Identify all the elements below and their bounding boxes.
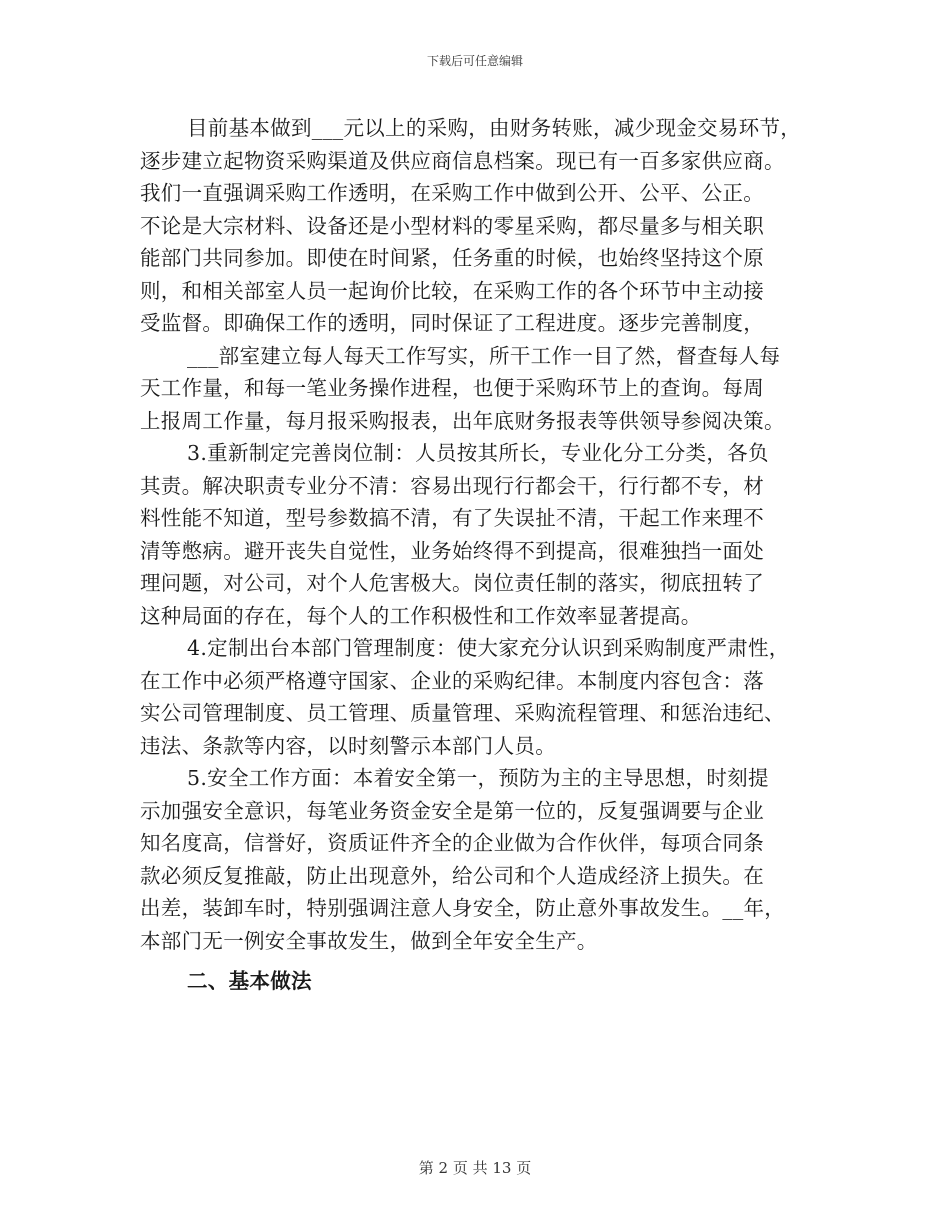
- paragraph-line: 则，和相关部室人员一起询价比较，在采购工作的各个环节中主动接: [140, 278, 764, 303]
- paragraph-line: 其责。解决职责专业分不清：容易出现行行都会干，行行都不专，材: [140, 473, 764, 498]
- paragraph-line: 上报周工作量，每月报采购报表，出年底财务报表等供领导参阅决策。: [140, 408, 785, 433]
- paragraph-line: 款必须反复推敲，防止出现意外，给公司和个人造成经济上损失。在: [140, 863, 764, 888]
- paragraph-line: 目前基本做到___元以上的采购，由财务转账，减少现金交易环节，: [187, 116, 802, 140]
- paragraph-line: ___部室建立每人每天工作写实，所干工作一目了然，督查每人每: [187, 343, 781, 368]
- paragraph-line: 不论是大宗材料、设备还是小型材料的零星采购，都尽量多与相关职: [140, 213, 764, 238]
- page-number-footer: 第 2 页 共 13 页: [418, 1159, 532, 1177]
- document-body: [140, 112, 812, 998]
- paragraph-line: 3.重新制定完善岗位制：人员按其所长，专业化分工分类，各负: [187, 441, 769, 465]
- paragraph-line: 清等憋病。避开丧失自觉性，业务始终得不到提高，很难独挡一面处: [140, 538, 764, 563]
- paragraph-line: 违法、条款等内容，以时刻警示本部门人员。: [140, 733, 556, 758]
- page-header-note: 下载后可任意编辑: [426, 54, 523, 68]
- paragraph-line: 逐步建立起物资采购渠道及供应商信息档案。现已有一百多家供应商。: [140, 148, 785, 173]
- paragraph-line: 在工作中必须严格遵守国家、企业的采购纪律。本制度内容包含：落: [140, 668, 764, 693]
- section-heading: 二、基本做法: [187, 969, 312, 993]
- paragraph-line: 知名度高，信誉好，资质证件齐全的企业做为合作伙伴，每项合同条: [140, 831, 764, 855]
- paragraph-line: 出差，装卸车时，特别强调注意人身安全，防止意外事故发生。__年，: [140, 896, 786, 920]
- paragraph-line: 能部门共同参加。即使在时间紧，任务重的时候，也始终坚持这个原: [140, 246, 764, 270]
- paragraph-line: 理问题，对公司，对个人危害极大。岗位责任制的落实，彻底扭转了: [140, 571, 764, 595]
- paragraph-line: 本部门无一例安全事故发生，做到全年安全生产。: [140, 928, 598, 953]
- paragraph-line: 4.定制出台本部门管理制度：使大家充分认识到采购制度严肃性，: [187, 636, 790, 660]
- paragraph-line: 受监督。即确保工作的透明，同时保证了工程进度。逐步完善制度，: [140, 311, 764, 335]
- paragraph-line: 实公司管理制度、员工管理、质量管理、采购流程管理、和惩治违纪、: [140, 701, 785, 725]
- paragraph-line: 我们一直强调采购工作透明，在采购工作中做到公开、公平、公正。: [140, 181, 764, 205]
- paragraph-line: 5.安全工作方面：本着安全第一，预防为主的主导思想，时刻提: [187, 766, 769, 790]
- paragraph-line: 示加强安全意识，每笔业务资金安全是第一位的，反复强调要与企业: [140, 798, 764, 823]
- paragraph-line: 料性能不知道，型号参数搞不清，有了失误扯不清，干起工作来理不: [140, 506, 764, 530]
- paragraph-line: 这种局面的存在，每个人的工作积极性和工作效率显著提高。: [140, 603, 702, 628]
- paragraph-line: 天工作量，和每一笔业务操作进程，也便于采购环节上的查询。每周: [140, 376, 764, 400]
